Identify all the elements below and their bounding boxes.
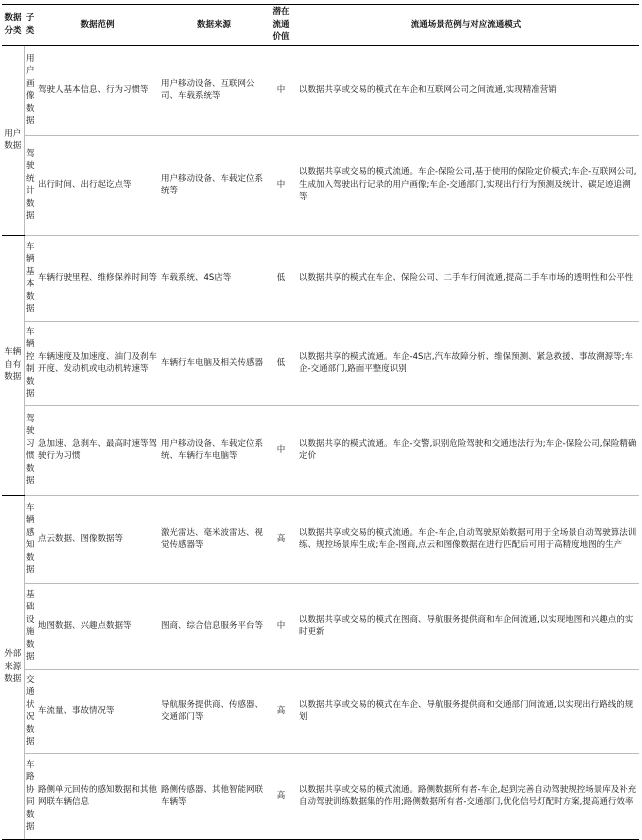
flow-cell: 以数据共享的模式流通。车企-交警,识别危险驾驶和交通违法行为;车企-保险公司,保险精确定价 [293, 405, 639, 495]
subcategory-cell: 基础设施数据 [24, 583, 36, 669]
examples-cell: 车流量、事故情况等 [36, 669, 159, 753]
subcategory-cell: 车辆控制数据 [24, 321, 36, 405]
subcategory-cell: 车路协同数据 [24, 753, 36, 839]
source-cell: 车辆行车电脑及相关传感器 [159, 321, 269, 405]
group-user-data: 用户数据 [2, 45, 24, 235]
header-source: 数据来源 [159, 5, 269, 46]
flow-cell: 以数据共享或交易的模式在车企和互联网公司之间流通,实现精准营销 [293, 45, 639, 135]
value-cell: 中 [269, 405, 293, 495]
header-subcategory: 子类 [24, 5, 36, 46]
group-vehicle-data: 车辆自有数据 [2, 235, 24, 495]
examples-cell: 急加速、急刹车、最高时速等驾驶行为习惯 [36, 405, 159, 495]
subcategory-cell: 车辆基本数据 [24, 235, 36, 321]
flow-cell: 以数据共享或交易的模式在车企、导航服务提供商和交通部门间流通,以实现出行路线的规划 [293, 669, 639, 753]
flow-cell: 以数据共享的模式流通。车企-4S店,汽车故障分析、维保预测、紧急救援、事故溯源等;车企-交通部门,路面平整度识别 [293, 321, 639, 405]
examples-cell: 车辆行驶里程、维修保养时间等 [36, 235, 159, 321]
value-cell: 中 [269, 583, 293, 669]
flow-cell: 以数据共享或交易的模式流通。车企-车企,自动驾驶原始数据可用于全场景自动驾驶算法训练、规控场景库生成;车企-图商,点云和图像数据在进行匹配后可用于高精度地图的生产 [293, 495, 639, 583]
examples-cell: 驾驶人基本信息、行为习惯等 [36, 45, 159, 135]
source-cell: 用户移动设备、车载定位系统、车辆行车电脑等 [159, 405, 269, 495]
subcategory-cell: 用户画像数据 [24, 45, 36, 135]
source-cell: 用户移动设备、车载定位系统等 [159, 135, 269, 235]
value-cell: 中 [269, 135, 293, 235]
value-cell: 高 [269, 753, 293, 839]
header-category: 数据分类 [2, 5, 24, 46]
value-cell: 高 [269, 669, 293, 753]
header-flow: 流通场景范例与对应流通模式 [293, 5, 639, 46]
examples-cell: 出行时间、出行起讫点等 [36, 135, 159, 235]
examples-cell: 地图数据、兴趣点数据等 [36, 583, 159, 669]
table-row [2, 495, 639, 583]
value-cell: 中 [269, 45, 293, 135]
table-row [2, 583, 639, 669]
table-row [2, 753, 639, 839]
flow-cell: 以数据共享或交易的模式流通。车企-保险公司,基于使用的保险定价模式;车企-互联网公司,生成加入驾驶出行记录的用户画像;车企-交通部门,实现出行行为预测及统计、碳足迹追溯等 [293, 135, 639, 235]
table-row [2, 135, 639, 235]
examples-cell: 点云数据、图像数据等 [36, 495, 159, 583]
flow-cell: 以数据共享的模式在车企、保险公司、二手车行间流通,提高二手车市场的透明性和公平性 [293, 235, 639, 321]
value-cell: 高 [269, 495, 293, 583]
group-external-data: 外部来源数据 [2, 495, 24, 839]
examples-cell: 路侧单元回传的感知数据和其他网联车辆信息 [36, 753, 159, 839]
subcategory-cell: 驾驶习惯数据 [24, 405, 36, 495]
subcategory-cell: 车辆感知数据 [24, 495, 36, 583]
source-cell: 导航服务提供商、传感器、交通部门等 [159, 669, 269, 753]
examples-cell: 车辆速度及加速度、油门及刹车开度、发动机或电动机转速等 [36, 321, 159, 405]
value-cell: 低 [269, 321, 293, 405]
source-cell: 图商、综合信息服务平台等 [159, 583, 269, 669]
source-cell: 激光雷达、毫米波雷达、视觉传感器等 [159, 495, 269, 583]
flow-cell: 以数据共享或交易的模式在图商、导航服务提供商和车企间流通,以实现地图和兴趣点的实时更新 [293, 583, 639, 669]
flow-cell: 以数据共享或交易的模式流通。路侧数据所有者-车企,起到完善自动驾驶规控场景库及补充自动驾驶训练数据集的作用;路侧数据所有者-交通部门,优化信号灯配时方案,提高通行效率 [293, 753, 639, 839]
table-row [2, 45, 639, 135]
header-examples: 数据范例 [36, 5, 159, 46]
header-value: 潜在流通价值 [269, 5, 293, 46]
source-cell: 车载系统、4S店等 [159, 235, 269, 321]
source-cell: 路侧传感器、其他智能网联车辆等 [159, 753, 269, 839]
value-cell: 低 [269, 235, 293, 321]
subcategory-cell: 交通状况数据 [24, 669, 36, 753]
header-row [2, 5, 639, 46]
subcategory-cell: 驾驶统计数据 [24, 135, 36, 235]
table-row [2, 235, 639, 321]
source-cell: 用户移动设备、互联网公司、车载系统等 [159, 45, 269, 135]
table-row [2, 321, 639, 405]
table-row [2, 405, 639, 495]
table-row [2, 669, 639, 753]
data-classification-table [2, 4, 639, 840]
